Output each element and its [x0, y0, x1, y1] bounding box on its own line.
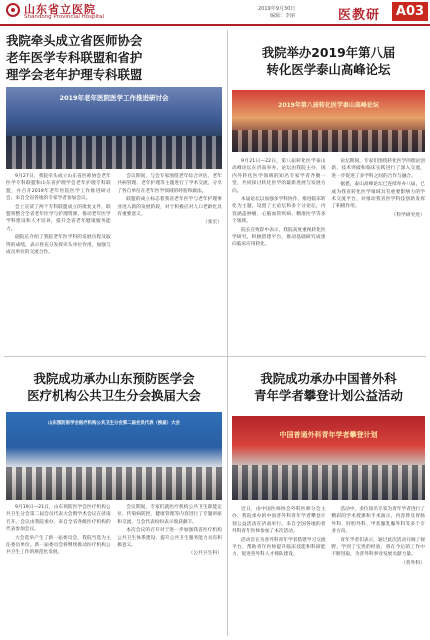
body-column — [117, 504, 222, 558]
paragraph: 本次会议的召开对于进一步加强我省医疗机构公共卫生体系建设、提升公共卫生服务能力具有积极意义。 — [117, 528, 222, 549]
photo-audience — [232, 130, 425, 152]
paragraph: 9月19日—21日，山东预防医学会医疗机构公共卫生分会第二届会员代表大会暨学术会议在济南召开。会议由我院承办，来自全省各级医疗机构的代表参加会议。 — [6, 505, 111, 533]
column-divider — [227, 30, 228, 636]
paragraph: 据悉，泰山高峰论坛已连续举办八届，已成为我省转化医学领域具有重要影响力的学术交流平台，对推动我省医学科技创新发挥了积极作用。 — [331, 182, 425, 210]
article-photo — [232, 416, 425, 500]
body-column — [331, 506, 425, 567]
photo-audience — [232, 465, 425, 500]
page-number-badge: A03 — [392, 2, 428, 21]
body-column — [232, 506, 326, 567]
photo-banner-text: 2019年第八届转化医学泰山高峰论坛 — [278, 102, 379, 109]
logo-english: Shandong Provincial Hospital — [24, 14, 105, 20]
paragraph: 大会选举产生了新一届委员会，我院当选为主任委员单位。新一届委员会将继续推动医疗机构公共卫生工作的规范化发展。 — [6, 535, 111, 556]
photo-banner-text: 中国普通外科青年学者攀登计划 — [279, 431, 378, 439]
paragraph: 联盟的成立标志着我省老年医学与老年护理事业进入新的发展阶段，对于积极应对人口老龄化具有重要意义。 — [117, 197, 222, 218]
logo-chinese: 山东省立医院 — [24, 3, 96, 16]
photo-audience — [6, 467, 222, 500]
headline-line: 我院牵头成立省医师协会 — [6, 33, 143, 48]
headline-line: 理学会老年护理专科联盟 — [6, 67, 143, 82]
body-column — [232, 158, 326, 250]
article-translational-forum — [232, 44, 425, 250]
paragraph: 活动中，多位知名专家为青年学者进行了精彩的学术授课和手术演示，内容涉及胃肠外科、肝胆外科、甲状腺乳腺外科等多个专业方向。 — [331, 507, 425, 535]
masthead — [0, 0, 430, 26]
headline-line: 转化医学泰山高峰论坛 — [266, 62, 391, 77]
article-headline — [232, 370, 425, 404]
body-column — [6, 504, 111, 558]
article-headline — [6, 32, 222, 83]
section-name: 医教研 — [338, 8, 381, 23]
article-geriatric-alliance — [6, 32, 222, 257]
photo-audience — [6, 136, 222, 169]
byline: （公共卫生科） — [188, 551, 222, 557]
paragraph: 青年学者们表示，通过此次活动开阔了视野，学到了宝贵的经验，将在今后的工作中不断进取，为普外科事业发展贡献力量。 — [331, 537, 425, 558]
editor-credit: 编辑：李丽 — [270, 13, 296, 19]
body-column — [331, 158, 425, 250]
headline-line: 青年学者攀登计划公益活动 — [254, 388, 403, 403]
paragraph: 9月21日—22日，第八届转化医学泰山高峰论坛在济南举办。论坛由我院主办，国内外转化医学领域的知名专家学者齐聚一堂，共同探讨转化医学的最新进展与发展方向。 — [232, 159, 326, 194]
paragraph: 会议期间，与会专家围绕老年综合评估、老年共病管理、老年护理等主题进行了学术交流，分享了各自单位在老年医学领域的经验和做法。 — [117, 174, 222, 194]
paragraph: 副院长介绍了我院老年医学科的发展历程及取得的成绩，表示将充分发挥牵头单位作用，加强与成员单位的交流合作。 — [6, 235, 111, 256]
article-headline — [232, 44, 425, 78]
headline-line: 老年医学专科联盟和省护 — [6, 50, 143, 65]
paragraph: 近日，由中国医师协会外科医师分会主办、我院承办的中国普外科青年学者攀登计划公益活动在济南举行。来自全国各地的普外科青年医师参加了本次活动。 — [232, 507, 326, 535]
paragraph: 9月27日，我院牵头成立山东省医师协会老年医学专科联盟和山东省护理学会老年护理专科联盟，并召开2019年老年医院医学工作推进研讨会。来自全省各地的专家学者参加会议。 — [6, 174, 111, 202]
article-public-health-congress — [6, 370, 222, 558]
paragraph: 本届论坛以加强多学科协作、推进临床转化为主题，设置了主论坛和多个分论坛，内容涵盖肿瘤、心脑血管疾病、精准医学等多个领域。 — [232, 197, 326, 225]
body-column — [6, 173, 111, 257]
photo-banner-text: 山东预防医学会医疗机构公共卫生分会第二届会员代表（换届）大会 — [48, 421, 180, 426]
headline-line: 我院成功承办山东预防医学会 — [33, 371, 195, 386]
article-photo — [232, 90, 425, 152]
body-column — [117, 173, 222, 257]
headline-line: 我院举办2019年第八届 — [261, 45, 396, 60]
hospital-logo-icon — [6, 3, 20, 17]
article-photo — [6, 412, 222, 500]
paragraph: 活动旨在为普外科青年学者搭建学习交流平台，帮助青年医师提升临床技能和科研能力，促进普外科人才梯队建设。 — [232, 537, 326, 558]
article-headline — [6, 370, 222, 404]
byline: （科学研究处） — [391, 212, 425, 218]
row-divider — [4, 356, 426, 357]
paragraph: 院长在致辞中表示，我院高度重视转化医学研究，积极搭建平台，推动基础研究成果向临床应用转化。 — [232, 227, 326, 248]
paragraph: 会议期间，专家们就医疗机构公共卫生职能定位、传染病防控、健康管理等内容进行了专题讲座和交流，与会代表纷纷表示收获颇丰。 — [117, 505, 222, 525]
article-photo — [6, 87, 222, 169]
byline: （普外科） — [401, 560, 425, 566]
paragraph: 会上宣读了两个专科联盟成立的批复文件，联盟将整合全省老年医学与护理资源，推动老年医学学科建设和人才培养，提升全省老年健康服务能力。 — [6, 204, 111, 232]
headline-line: 我院成功承办中国普外科 — [260, 371, 397, 386]
byline: （张宏） — [202, 220, 222, 226]
issue-date: 2019年9月30日 — [258, 6, 296, 12]
headline-line: 医疗机构公共卫生分会换届大会 — [27, 388, 201, 403]
article-surgery-youth-plan — [232, 370, 425, 567]
photo-banner-text: 2019年老年医院医学工作推进研讨会 — [59, 94, 169, 102]
paragraph: 论坛期间，专家们围绕转化医学的理论创新、技术突破和临床实践进行了深入交流，进一步促进了多学科之间的合作与融合。 — [331, 159, 425, 179]
masthead-rule — [0, 24, 430, 26]
